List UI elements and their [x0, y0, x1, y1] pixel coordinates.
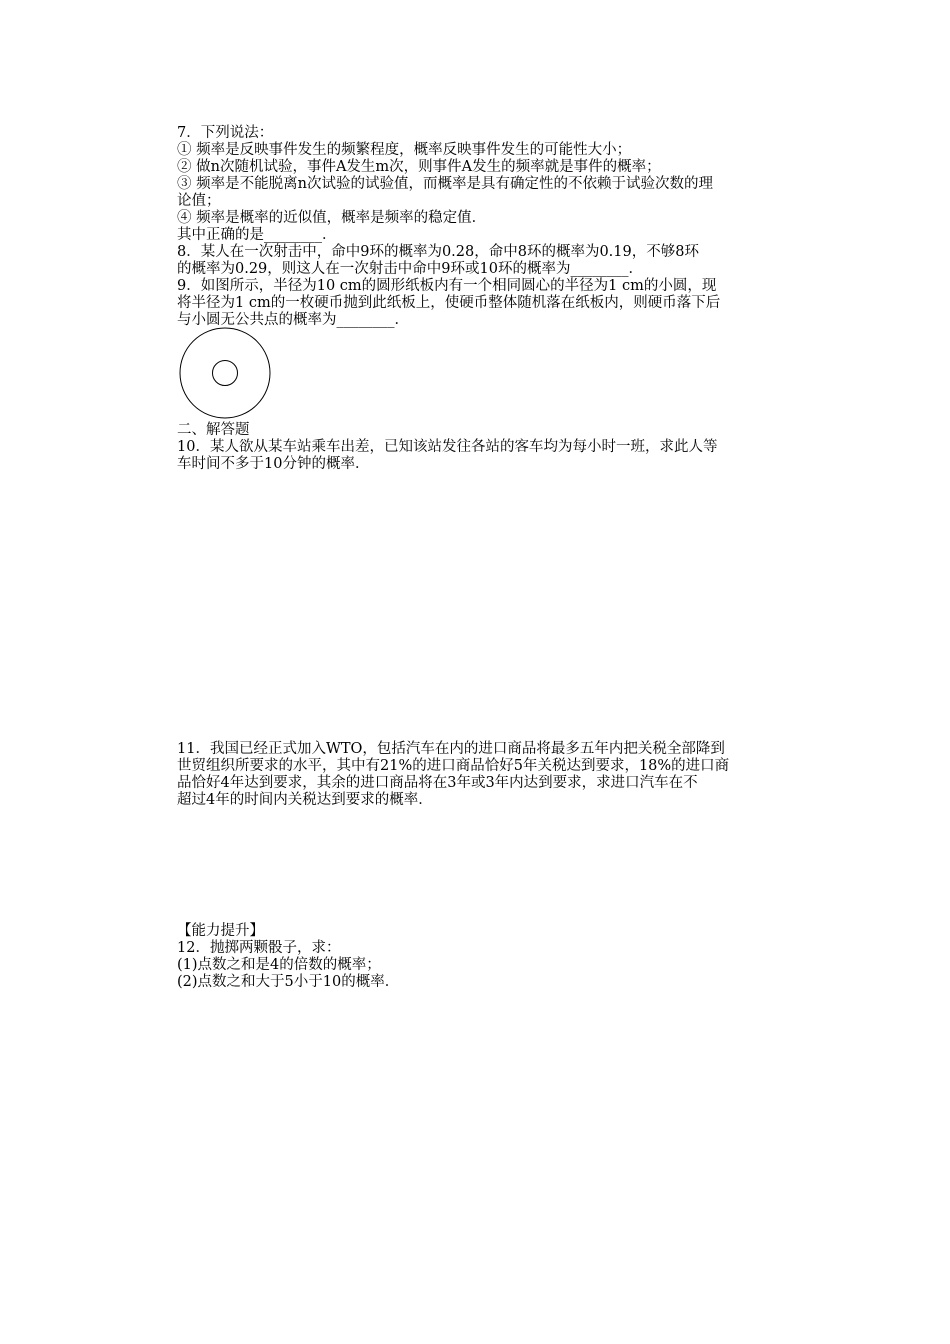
q12-part-2: (2)点数之和大于5小于10的概率．	[177, 974, 400, 990]
concentric-circles-figure	[178, 326, 272, 420]
q7-option-3-line-2: 论值；	[177, 193, 221, 209]
section-2-title: 二、解答题	[177, 422, 250, 438]
q7-option-2: ② 做n次随机试验，事件A发生m次，则事件A发生的频率就是事件的概率；	[177, 159, 661, 175]
q10-line-2: 车时间不多于10分钟的概率．	[177, 456, 370, 472]
q7-option-3-line-1: ③ 频率是不能脱离n次试验的试验值，而概率是具有确定性的不依赖于试验次数的理	[177, 176, 713, 192]
q10-line-1: 10．某人欲从某车站乘车出差，已知该站发往各站的客车均为每小时一班，求此人等	[177, 439, 718, 455]
q7-stem: 7．下列说法：	[177, 125, 274, 141]
q8-line-1: 8．某人在一次射击中，命中9环的概率为0.28，命中8环的概率为0.19，不够8环	[177, 244, 699, 260]
q12-stem: 12．抛掷两颗骰子，求：	[177, 940, 341, 956]
q12-part-1: (1)点数之和是4的倍数的概率；	[177, 957, 381, 973]
q9-line-2: 将半径为1 cm的一枚硬币抛到此纸板上，使硬币整体随机落在纸板内，则硬币落下后	[177, 295, 721, 311]
q7-option-1: ① 频率是反映事件发生的频繁程度，概率反映事件发生的可能性大小；	[177, 142, 632, 158]
q11-line-2: 世贸组织所要求的水平，其中有21%的进口商品恰好5年关税达到要求，18%的进口商	[177, 758, 730, 774]
inner-circle	[213, 361, 238, 386]
q9-line-3: 与小圆无公共点的概率为________．	[177, 312, 409, 328]
q9-line-1: 9．如图所示，半径为10 cm的圆形纸板内有一个相同圆心的半径为1 cm的小圆，现	[177, 278, 717, 294]
ability-section-title: 【能力提升】	[177, 923, 264, 939]
q8-line-2: 的概率为0.29，则这人在一次射击中命中9环或10环的概率为________．	[177, 261, 643, 277]
q7-option-4: ④ 频率是概率的近似值，概率是频率的稳定值．	[177, 210, 487, 226]
q11-line-3: 品恰好4年达到要求，其余的进口商品将在3年或3年内达到要求，求进口汽车在不	[177, 775, 698, 791]
q11-line-4: 超过4年的时间内关税达到要求的概率．	[177, 792, 433, 808]
q7-question: 其中正确的是________．	[177, 227, 337, 243]
outer-circle	[180, 328, 270, 418]
q11-line-1: 11．我国已经正式加入WTO，包括汽车在内的进口商品将最多五年内把关税全部降到	[177, 741, 725, 757]
